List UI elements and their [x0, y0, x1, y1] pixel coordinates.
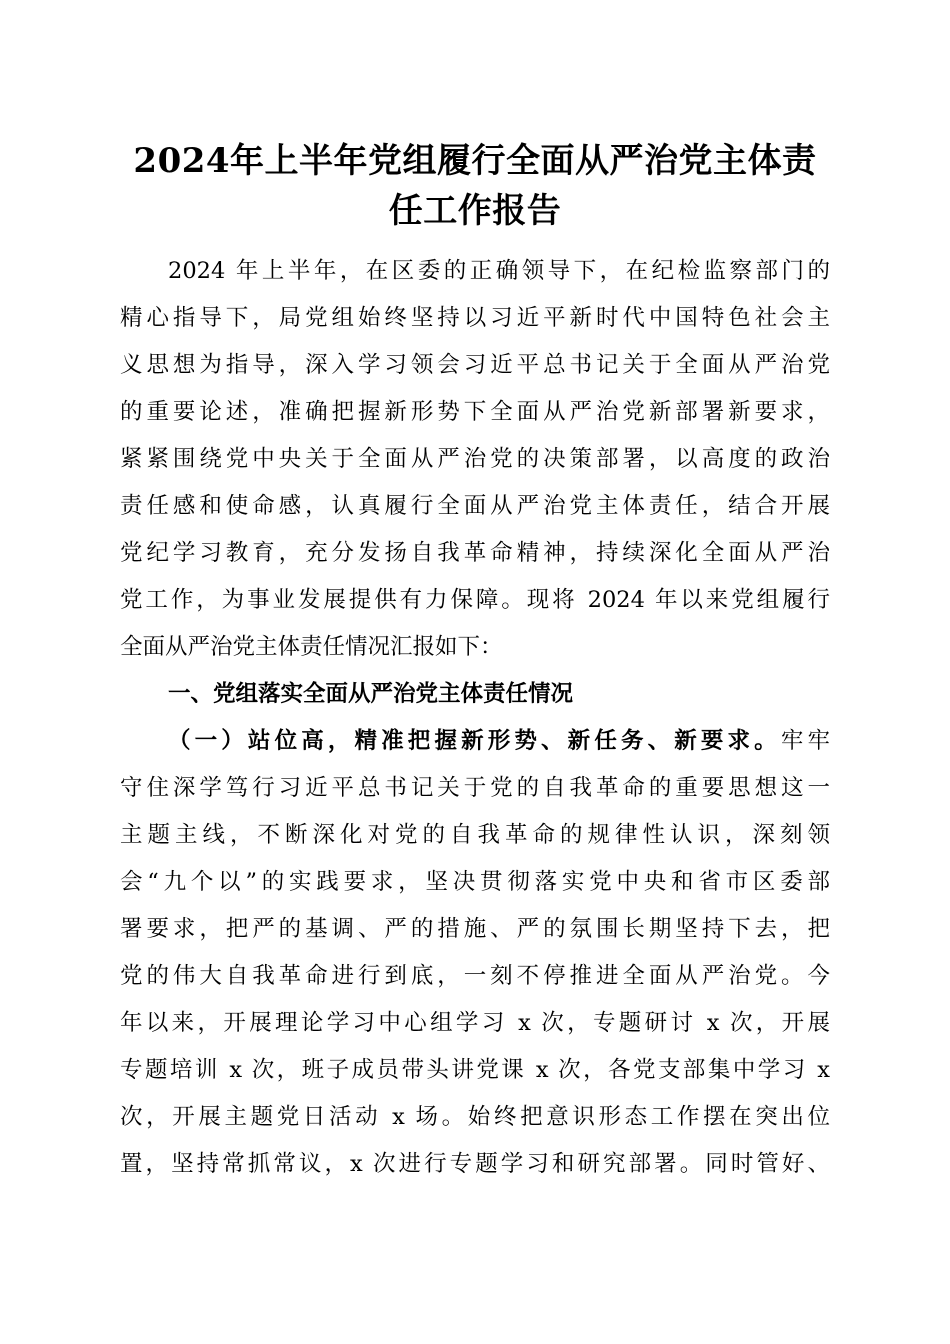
intro-paragraph-line: 义思想为指导，深入学习领会习近平总书记关于全面从严治党 [120, 352, 830, 378]
section-heading: 一、党组落实全面从严治党主体责任情况 [168, 681, 574, 707]
subsection-paragraph-line: 党的伟大自我革命进行到底，一刻不停推进全面从严治党。今 [120, 963, 830, 989]
intro-paragraph-line: 责任感和使命感，认真履行全面从严治党主体责任，结合开展 [120, 493, 830, 519]
subsection-paragraph-line: 次，开展主题党日活动 x 场。始终把意识形态工作摆在突出位 [120, 1104, 830, 1130]
title-line-2: 任工作报告 [388, 191, 562, 231]
subsection-paragraph-line: 置，坚持常抓常议，x 次进行专题学习和研究部署。同时管好、 [120, 1151, 830, 1177]
intro-paragraph-line: 的重要论述，准确把握新形势下全面从严治党新部署新要求， [120, 399, 830, 425]
subsection-heading: （一）站位高，精准把握新形势、新任务、新要求。 [168, 728, 781, 754]
intro-paragraph-line: 全面从严治党主体责任情况汇报如下： [120, 634, 503, 660]
document-body [120, 248, 830, 1188]
subsection-paragraph-line: 署要求，把严的基调、严的措施、严的氛围长期坚持下去，把 [120, 916, 830, 942]
subsection-paragraph-line: 主题主线，不断深化对党的自我革命的规律性认识，深刻领 [120, 822, 830, 848]
subsection-paragraph-line: 年以来，开展理论学习中心组学习 x 次，专题研讨 x 次，开展 [120, 1010, 830, 1036]
subsection-paragraph-line: 守住深学笃行习近平总书记关于党的自我革命的重要思想这一 [120, 775, 830, 801]
intro-paragraph-line: 精心指导下，局党组始终坚持以习近平新时代中国特色社会主 [120, 305, 830, 331]
document-title [120, 136, 830, 236]
intro-paragraph-line: 紧紧围绕党中央关于全面从严治党的决策部署，以高度的政治 [120, 446, 830, 472]
intro-paragraph-line: 党工作，为事业发展提供有力保障。现将 2024 年以来党组履行 [120, 587, 830, 613]
subsection-text: 牢牢 [780, 728, 830, 754]
title-line-1: 2024年上半年党组履行全面从严治党主体责 [133, 141, 817, 181]
intro-paragraph-line: 2024 年上半年，在区委的正确领导下，在纪检监察部门的 [168, 258, 830, 284]
subsection-first-line [120, 718, 830, 765]
subsection-paragraph-line: 专题培训 x 次，班子成员带头讲党课 x 次，各党支部集中学习 x [120, 1057, 830, 1083]
intro-paragraph-line: 党纪学习教育，充分发扬自我革命精神，持续深化全面从严治 [120, 540, 830, 566]
subsection-paragraph-line: 会“九个以”的实践要求，坚决贯彻落实党中央和省市区委部 [120, 869, 830, 895]
